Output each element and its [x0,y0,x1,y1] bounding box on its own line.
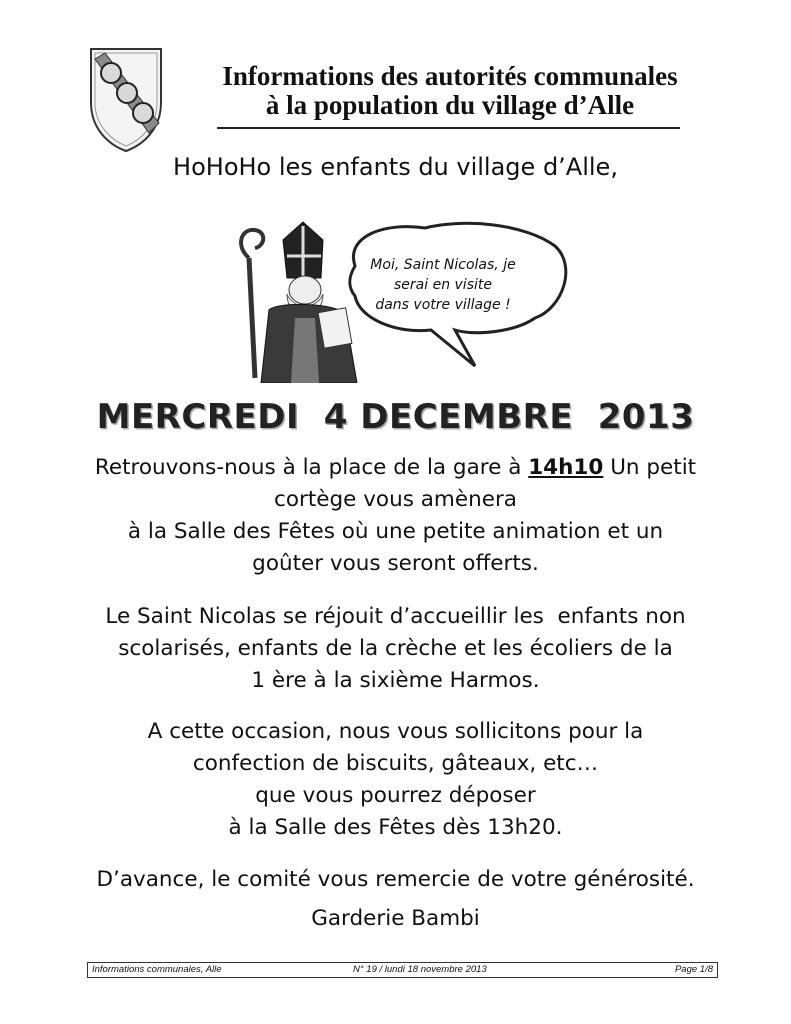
document-header [200,62,700,120]
meeting-time: 14h10 [528,455,604,480]
paragraph-meeting [60,452,731,580]
bubble-line-1: Moi, Saint Nicolas, je [370,257,516,273]
paragraph-audience-line-1: Le Saint Nicolas se réjouit d’accueillir les enfants non [105,604,686,629]
paragraph-meeting-line-4: goûter vous seront offerts. [252,551,539,576]
paragraph-request-line-2: confection de biscuits, gâteaux, etc… [192,751,599,776]
page-footer [87,962,718,978]
paragraph-thanks: D’avance, le comité vous remercie de votre générosité. [96,867,695,892]
paragraph-meeting-line-1 [60,452,731,484]
paragraph-request [60,716,731,844]
paragraph-request-line-1: A cette occasion, nous vous sollicitons pour la [147,719,644,744]
signature: Garderie Bambi [311,906,480,931]
footer-page-number: Page 1/8 [674,964,713,975]
greeting: HoHoHo les enfants du village d’Alle, [173,153,618,181]
footer-left: Informations communales, Alle [92,964,222,975]
speech-bubble-text [358,255,528,315]
header-rule [217,127,680,129]
coat-of-arms-logo [87,45,165,153]
paragraph-audience [60,601,731,697]
paragraph-meeting-line-3: à la Salle des Fêtes où une petite animation et un [127,519,664,544]
meeting-text-after: Un petit [603,455,697,480]
paragraph-request-line-4: à la Salle des Fêtes dès 13h20. [228,815,563,840]
paragraph-audience-line-2: scolarisés, enfants de la crèche et les écoliers de la [118,636,673,661]
paragraph-meeting-line-2: cortège vous amènera [274,487,517,512]
bubble-line-2: serai en visite [394,277,492,293]
meeting-text-before: Retrouvons-nous à la place de la gare à [94,455,529,480]
footer-issue: N° 19 / lundi 18 novembre 2013 [353,964,487,975]
paragraph-audience-line-3: 1 ère à la sixième Harmos. [251,668,540,693]
header-line-2: à la population du village d’Alle [265,90,635,120]
event-date-heading: MERCREDI 4 DECEMBRE 2013 [96,397,695,437]
header-line-1: Informations des autorités communales [222,61,678,91]
bubble-line-3: dans votre village ! [375,297,511,313]
paragraph-request-line-3: que vous pourrez déposer [255,783,536,808]
